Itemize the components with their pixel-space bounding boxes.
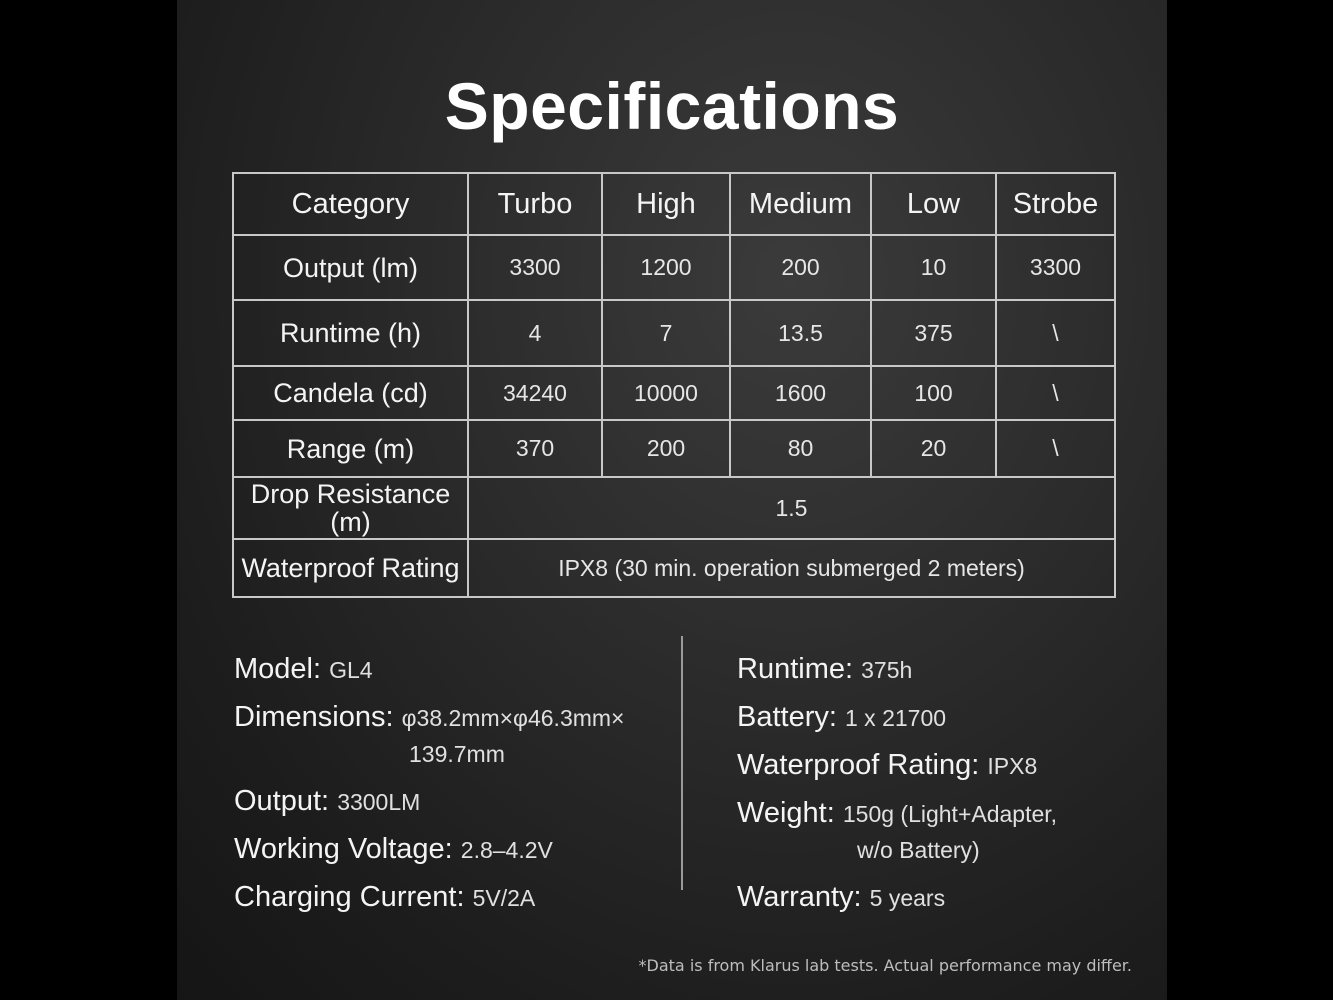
spec-value: 5 years [869, 885, 946, 911]
table-row-drop [233, 477, 1115, 539]
table-cell: 375 [871, 300, 996, 366]
spec-runtime [737, 645, 1157, 693]
spec-dimensions [234, 693, 684, 777]
spec-list-left [234, 645, 684, 921]
table-cell: 3300 [468, 235, 602, 300]
table-cell: 1600 [730, 366, 871, 420]
table-cell: \ [996, 420, 1115, 477]
spec-label: Charging Current: [234, 881, 465, 913]
table-row [233, 366, 1115, 420]
spec-model [234, 645, 684, 693]
table-cell: 7 [602, 300, 730, 366]
spec-charging [234, 873, 684, 921]
table-cell: 10000 [602, 366, 730, 420]
header-medium: Medium [730, 173, 871, 235]
spec-list-right [737, 645, 1157, 921]
spec-value: 375h [861, 657, 913, 683]
table-row [233, 300, 1115, 366]
spec-label: Output: [234, 785, 330, 817]
table-cell: \ [996, 300, 1115, 366]
table-cell: 34240 [468, 366, 602, 420]
spec-value: IPX8 [987, 753, 1038, 779]
table-cell: 100 [871, 366, 996, 420]
table-cell: 80 [730, 420, 871, 477]
spec-label: Warranty: [737, 881, 862, 913]
table-cell: 200 [730, 235, 871, 300]
header-low: Low [871, 173, 996, 235]
spec-table [232, 172, 1116, 598]
table-cell: 1200 [602, 235, 730, 300]
spec-voltage [234, 825, 684, 873]
header-turbo: Turbo [468, 173, 602, 235]
footnote: *Data is from Klarus lab tests. Actual performance may differ. [638, 956, 1132, 975]
spec-value: GL4 [329, 657, 373, 683]
table-cell: 13.5 [730, 300, 871, 366]
waterproof-value: IPX8 (30 min. operation submerged 2 meters) [468, 539, 1115, 597]
spec-warranty [737, 873, 1157, 921]
row-label: Range (m) [233, 420, 468, 477]
spec-label: Waterproof Rating: [737, 749, 980, 781]
header-high: High [602, 173, 730, 235]
spec-value-continued: w/o Battery) [857, 837, 980, 863]
row-label: Candela (cd) [233, 366, 468, 420]
spec-value: 3300LM [337, 789, 421, 815]
table-cell: 10 [871, 235, 996, 300]
spec-label: Weight: [737, 797, 835, 829]
row-label-waterproof: Waterproof Rating [233, 539, 468, 597]
spec-battery [737, 693, 1157, 741]
table-cell: 370 [468, 420, 602, 477]
spec-weight [737, 789, 1157, 873]
table-row-waterproof [233, 539, 1115, 597]
spec-label: Working Voltage: [234, 833, 453, 865]
spec-value: 5V/2A [472, 885, 536, 911]
spec-value: 1 x 21700 [845, 705, 947, 731]
table-cell: 200 [602, 420, 730, 477]
spec-label: Runtime: [737, 653, 854, 685]
spec-label: Model: [234, 653, 322, 685]
spec-value-continued: 139.7mm [409, 741, 505, 767]
header-strobe: Strobe [996, 173, 1115, 235]
table-row [233, 420, 1115, 477]
table-cell: 3300 [996, 235, 1115, 300]
page-title: Specifications [444, 69, 900, 143]
table-row [233, 235, 1115, 300]
spec-value: 2.8–4.2V [460, 837, 553, 863]
spec-value: φ38.2mm×φ46.3mm× [401, 705, 625, 731]
spec-value: 150g (Light+Adapter, [842, 801, 1058, 827]
spec-panel [177, 0, 1167, 1000]
spec-label: Dimensions: [234, 701, 394, 733]
row-label: Output (lm) [233, 235, 468, 300]
drop-resistance-value: 1.5 [468, 477, 1115, 539]
spec-label: Battery: [737, 701, 837, 733]
table-cell: \ [996, 366, 1115, 420]
table-header-row [233, 173, 1115, 235]
row-label: Runtime (h) [233, 300, 468, 366]
table-cell: 4 [468, 300, 602, 366]
table-cell: 20 [871, 420, 996, 477]
column-divider [681, 636, 683, 890]
header-category: Category [233, 173, 468, 235]
spec-waterproof [737, 741, 1157, 789]
row-label-drop-resistance: Drop Resistance (m) [233, 477, 468, 539]
spec-output [234, 777, 684, 825]
